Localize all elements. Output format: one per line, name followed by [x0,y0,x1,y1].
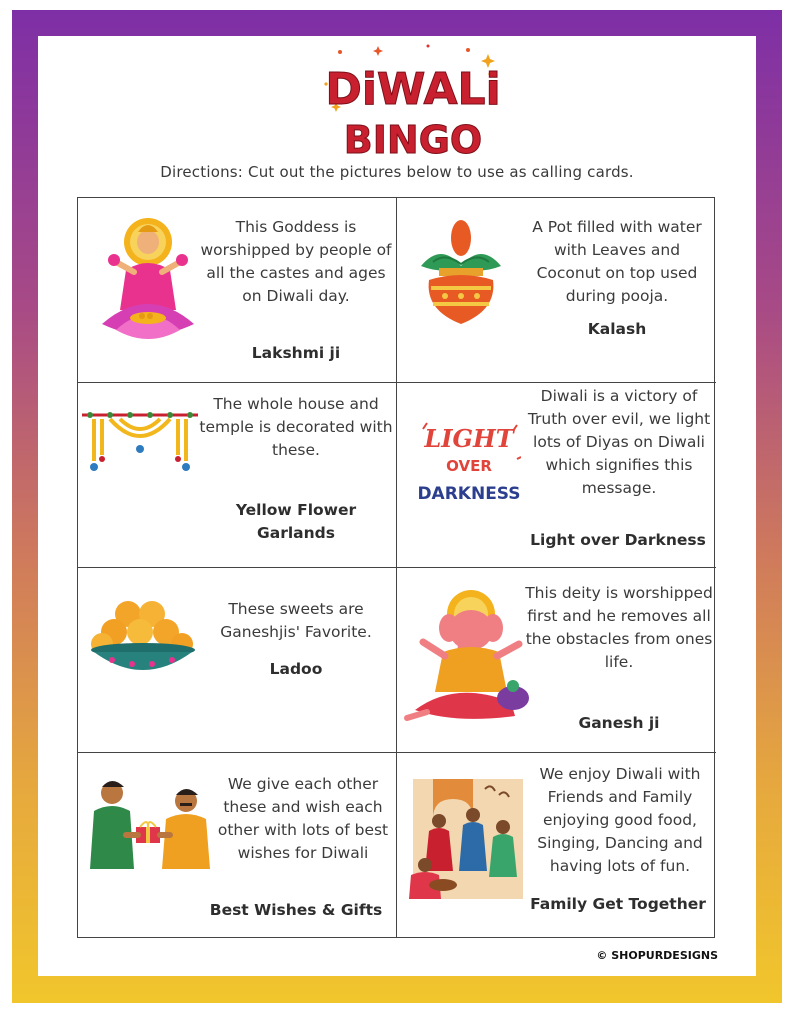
card-name: Light over Darkness [530,531,706,549]
calling-cards-grid [77,197,715,938]
card-description: A Pot filled with water with Leaves and Coconut on top used during pooja. [532,218,702,305]
card-name: Family Get Together [530,895,706,913]
worksheet-page [38,36,756,976]
lettering-darkness: DARKNESS [417,484,521,504]
card-description: The whole house and temple is decorated with these. [199,395,393,459]
light-over-darkness-lettering-icon [417,417,521,513]
card-name: Kalash [587,320,647,338]
copyright-text: © SHOPURDESIGNS [596,949,718,962]
card-description: We enjoy Diwali with Friends and Family enjoying good food, Singing, Dancing and having lots of fun. [537,765,703,875]
calling-card [78,383,397,568]
flower-garland-icon [80,409,200,475]
card-name: Ganesh ji [578,714,660,732]
ganesh-deity-icon [403,586,535,726]
calling-card [78,568,397,753]
card-description: This deity is worshipped first and he removes all the obstacles from ones life. [525,584,713,671]
directions-text: Directions: Cut out the pictures below to use as calling cards. [160,163,634,181]
calling-card [78,198,397,383]
lettering-light: LIGHT [424,424,514,453]
ladoo-bowl-icon [90,594,196,684]
header [38,36,756,196]
calling-card [397,383,716,568]
calling-card [78,753,397,938]
family-celebration-icon [403,775,527,903]
title-word-bingo: BINGO [343,118,483,160]
calling-card [397,753,716,938]
gift-exchange-icon [86,777,212,873]
card-name: Yellow Flower Garlands [235,501,357,542]
card-name: Best Wishes & Gifts [209,901,383,919]
lettering-over: OVER [446,457,492,475]
calling-card [397,198,716,383]
kalash-pot-icon [415,218,507,332]
card-description: We give each other these and wish each other with lots of best wishes for Diwali [217,775,389,862]
card-name: Ladoo [269,660,323,678]
card-description: Diwali is a victory of Truth over evil, we light lots of Diyas on Diwali which signifies this message. [527,387,711,497]
lakshmi-goddess-icon [96,212,200,354]
diwali-bingo-title [318,40,508,160]
card-description: These sweets are Ganeshjis' Favorite. [220,600,372,641]
card-name: Lakshmi ji [251,344,341,362]
title-word-diwali: DiWALi [325,64,501,115]
calling-card [397,568,716,753]
card-description: This Goddess is worshipped by people of all the castes and ages on Diwali day. [200,218,392,305]
